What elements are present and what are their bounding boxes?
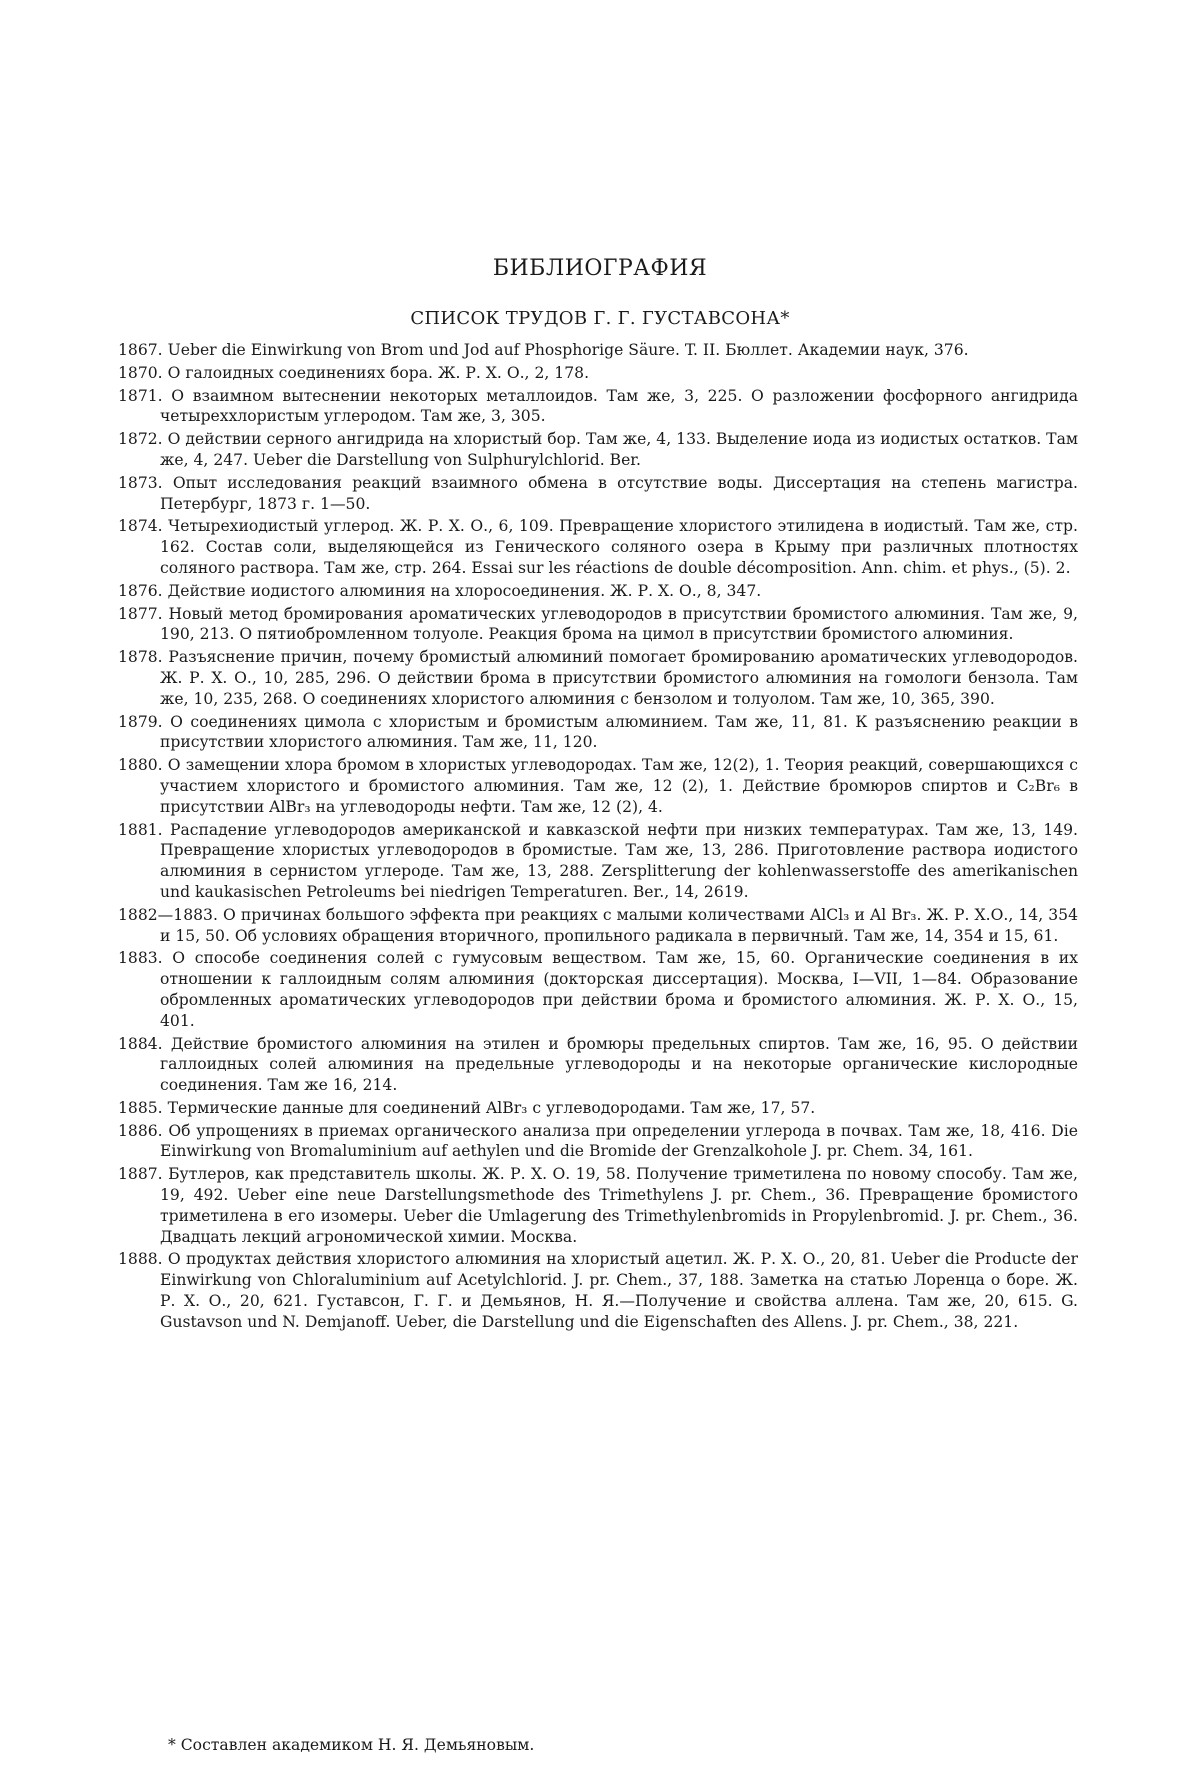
bibliography-entry: 1883. О способе соединения солей с гумусовым веществом. Там же, 15, 60. Органические соединения в их отношении к галлоидным солям алюминия (докторская диссертация). Москва, I—VII, 1—84. Образование обромленных ароматических углеводородов при действии брома и бромистого алюминия. Ж. Р. Х. О., 15, 401. [118, 949, 1078, 1030]
bibliography-entry: 1874. Четырехиодистый углерод. Ж. Р. Х. О., 6, 109. Превращение хлористого этилидена в иодистый. Там же, стр. 162. Состав соли, выделяющейся из Генического соляного озера в Крыму при различных плотностях соляного раствора. Там же, стр. 264. Essai sur les réactions de double décomposition. Ann. chim. et phys., (5). 2. [118, 517, 1078, 577]
bibliography-entry: 1878. Разъяснение причин, почему бромистый алюминий помогает бромированию ароматических углеводородов. Ж. Р. Х. О., 10, 285, 296. О действии брома в присутствии бромистого алюминия на гомологи бензола. Там же, 10, 235, 268. О соединениях хлористого алюминия с бензолом и толуолом. Там же, 10, 365, 390. [118, 648, 1078, 708]
bibliography-entry: 1880. О замещении хлора бромом в хлористых углеводородах. Там же, 12(2), 1. Теория реакций, совершающихся с участием хлористого и бромистого алюминия. Там же, 12 (2), 1. Действие бромюров спиртов и C₂Br₆ в присутствии AlBr₃ на углеводороды нефти. Там же, 12 (2), 4. [118, 756, 1078, 816]
footnote: * Составлен академиком Н. Я. Демьяновым. [168, 1736, 535, 1754]
bibliography-entry: 1882—1883. О причинах большого эффекта при реакциях с малыми количествами AlCl₃ и Al Br₃. Ж. Р. Х.О., 14, 354 и 15, 50. Об условиях обращения вторичного, пропильного радикала в первичный. Там же, 14, 354 и 15, 61. [118, 905, 1078, 945]
bibliography-entry: 1877. Новый метод бромирования ароматических углеводородов в присутствии бромистого алюминия. Там же, 9, 190, 213. О пятиобромленном толуоле. Реакция брома на цимол в присутствии бромистого алюминия. [118, 604, 1078, 644]
bibliography-entry: 1867. Ueber die Einwirkung von Brom und Jod auf Phosphorige Säure. T. II. Бюллет. Академии наук, 376. [118, 341, 969, 359]
bibliography-entry: 1871. О взаимном вытеснении некоторых металлоидов. Там же, 3, 225. О разложении фосфорного ангидрида четыреххлористым углеродом. Там же, 3, 305. [118, 386, 1078, 426]
bibliography-entry: 1884. Действие бромистого алюминия на этилен и бромюры предельных спиртов. Там же, 16, 95. О действии галлоидных солей алюминия на предельные углеводороды и на некоторые органические кислородные соединения. Там же 16, 214. [118, 1034, 1078, 1095]
bibliography-entry: 1887. Бутлеров, как представитель школы. Ж. Р. Х. О. 19, 58. Получение триметилена по новому способу. Там же, 19, 492. Ueber eine neue Darstellungsmethode des Trimethylens J. pr. Chem., 36. Превращение бромистого триметилена в его изомеры. Ueber die Umlagerung des Trimethylenbromids in Propylenbromid. J. pr. Chem., 36. Двадцать лекций агрономической химии. Москва. [118, 1165, 1078, 1246]
page-subtitle: СПИСОК ТРУДОВ Г. Г. ГУСТАВСОНА* [410, 308, 790, 329]
bibliography-entry: 1881. Распадение углеводородов американской и кавказской нефти при низких температурах. Там же, 13, 149. Превращение хлористых углеводородов в бромистые. Там же, 13, 286. Приготовление раствора иодистого алюминия в сернистом углероде. Там же, 13, 288. Zersplitterung der kohlenwasserstoffe des amerikanischen und kaukasischen Petroleums bei niedrigen Temperaturen. Ber., 14, 2619. [118, 820, 1078, 901]
bibliography-entry: 1876. Действие иодистого алюминия на хлоросоединения. Ж. Р. Х. О., 8, 347. [118, 581, 762, 600]
bibliography-entry: 1885. Термические данные для соединений AlBr₃ с углеводородами. Там же, 17, 57. [118, 1098, 816, 1117]
bibliography-entry: 1888. О продуктах действия хлористого алюминия на хлористый ацетил. Ж. Р. Х. О., 20, 81. Ueber die Producte der Einwirkung von Chloraluminium auf Acetylchlorid. J. pr. Chem., 37, 188. Заметка на статью Лоренца о боре. Ж. Р. Х. О., 20, 621. Густавсон, Г. Г. и Демьянов, Н. Я.—Получение и свойства аллена. Там же, 20, 615. G. Gustavson und N. Demjanoff. Ueber, die Darstellung und die Eigenschaften des Allens. J. pr. Chem., 38, 221. [118, 1250, 1078, 1331]
bibliography-entry: 1873. Опыт исследования реакций взаимного обмена в отсутствие воды. Диссертация на степень магистра. Петербург, 1873 г. 1—50. [118, 473, 1078, 513]
bibliography-entry: 1886. Об упрощениях в приемах органического анализа при определении углерода в почвах. Там же, 18, 416. Die Einwirkung von Bromaluminium auf aethylen und die Bromide der Grenzalkohole J. pr. Chem. 34, 161. [118, 1121, 1078, 1161]
bibliography-entry: 1879. О соединениях цимола с хлористым и бромистым алюминием. Там же, 11, 81. К разъяснению реакции в присутствии хлористого алюминия. Там же, 11, 120. [118, 712, 1078, 752]
page-title: БИБЛИОГРАФИЯ [492, 256, 708, 281]
bibliography-entry: 1872. О действии серного ангидрида на хлористый бор. Там же, 4, 133. Выделение иода из иодистых остатков. Там же, 4, 247. Ueber die Darstellung von Sulphurylchlorid. Ber. [118, 430, 1078, 469]
bibliography-list [118, 340, 1078, 1335]
bibliography-entry: 1870. О галоидных соединениях бора. Ж. Р. Х. О., 2, 178. [118, 363, 590, 382]
